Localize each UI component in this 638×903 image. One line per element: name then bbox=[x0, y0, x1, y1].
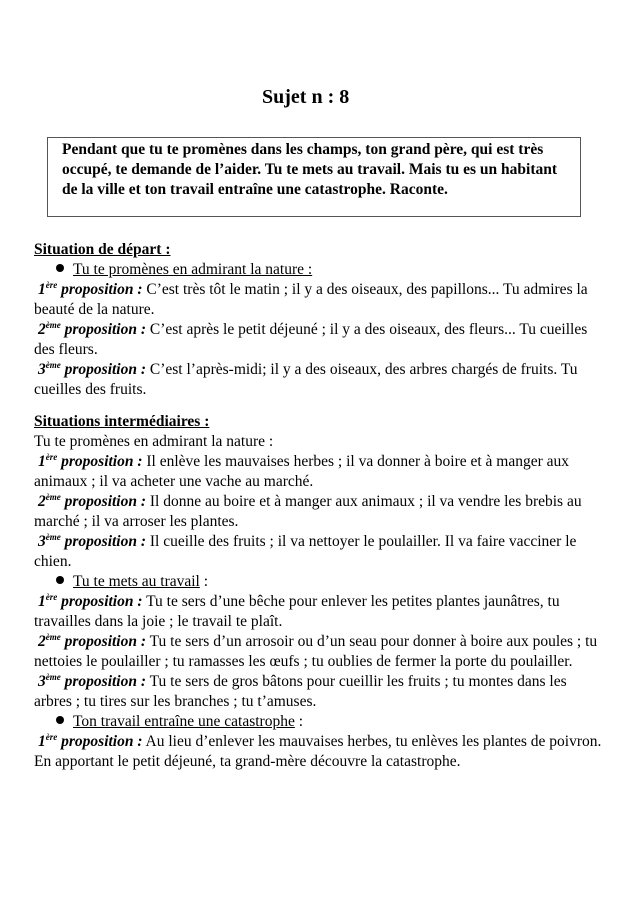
proposition bbox=[34, 732, 602, 772]
proposition bbox=[34, 592, 602, 632]
proposition-number: 1 bbox=[38, 281, 46, 298]
page-title: Sujet n : 8 bbox=[262, 86, 350, 108]
proposition-word: proposition : bbox=[60, 673, 147, 690]
proposition bbox=[34, 672, 602, 712]
proposition-word: proposition : bbox=[57, 593, 143, 610]
proposition-ordinal: ère bbox=[45, 592, 58, 602]
proposition-word: proposition : bbox=[60, 633, 147, 650]
proposition-number: 2 bbox=[38, 633, 46, 650]
proposition bbox=[34, 280, 602, 320]
proposition-text: C’est très tôt le matin ; il y a des oiseaux, des papillons... Tu admires la beauté de la nature. bbox=[34, 281, 588, 318]
bullet-dot-icon bbox=[56, 716, 64, 724]
proposition-ordinal: ème bbox=[45, 360, 61, 370]
inter-intro: Tu te promènes en admirant la nature : bbox=[34, 433, 274, 450]
bullet-dot-icon bbox=[56, 576, 64, 584]
content bbox=[34, 240, 602, 772]
proposition-ordinal: ère bbox=[45, 452, 58, 462]
bullet-catastrophe bbox=[34, 712, 602, 732]
bullet-depart bbox=[34, 260, 602, 280]
proposition-label bbox=[38, 533, 146, 550]
proposition-number: 3 bbox=[38, 533, 46, 550]
inter-props3 bbox=[34, 732, 602, 772]
proposition bbox=[34, 492, 602, 532]
proposition-label bbox=[38, 733, 143, 750]
proposition-label bbox=[38, 633, 146, 650]
proposition-text: Il enlève les mauvaises herbes ; il va donner à boire et à manger aux animaux ; il va acheter une vache au marché. bbox=[34, 453, 570, 490]
proposition-word: proposition : bbox=[57, 281, 143, 298]
proposition-ordinal: ème bbox=[45, 532, 61, 542]
bullet-label: Ton travail entraîne une catastrophe bbox=[73, 713, 295, 730]
proposition-text: Au lieu d’enlever les mauvaises herbes, tu enlèves les plantes de poivron. En apportant le petit déjeuné, ta grand-mère découvre la catastrophe. bbox=[34, 733, 602, 770]
proposition-word: proposition : bbox=[57, 453, 143, 470]
proposition bbox=[34, 452, 602, 492]
proposition-word: proposition : bbox=[60, 533, 147, 550]
proposition-word: proposition : bbox=[60, 493, 147, 510]
proposition-ordinal: ère bbox=[45, 732, 58, 742]
bullet-suffix: : bbox=[294, 713, 304, 730]
bullet-label: Tu te mets au travail bbox=[73, 573, 200, 590]
proposition-label bbox=[38, 593, 143, 610]
bullet-label: Tu te promènes en admirant la nature : bbox=[73, 261, 313, 278]
proposition-word: proposition : bbox=[60, 321, 147, 338]
proposition-label bbox=[38, 673, 146, 690]
proposition-label bbox=[38, 281, 143, 298]
proposition-text: Tu te sers d’un arrosoir ou d’un seau pour donner à boire aux poules ; tu nettoies le poulailler ; tu ramasses les œufs ; tu oublies de fermer la porte du poulailler. bbox=[34, 633, 598, 670]
proposition-label bbox=[38, 361, 146, 378]
proposition-number: 1 bbox=[38, 593, 46, 610]
proposition-number: 3 bbox=[38, 673, 46, 690]
prompt-box: Pendant que tu te promènes dans les champs, ton grand père, qui est très occupé, te demande de l’aider. Tu te mets au travail. Mais tu es un habitant de la ville et ton travail entraîne une catastrophe. Raconte. bbox=[47, 137, 581, 217]
proposition-ordinal: ème bbox=[45, 672, 61, 682]
proposition-number: 3 bbox=[38, 361, 46, 378]
proposition-number: 1 bbox=[38, 733, 46, 750]
bullet-suffix: : bbox=[199, 573, 209, 590]
inter-props2 bbox=[34, 592, 602, 712]
proposition-text: Tu te sers d’une bêche pour enlever les petites plantes jaunâtres, tu travailles dans la joie ; le travail te plaît. bbox=[34, 593, 560, 630]
depart-props bbox=[34, 280, 602, 400]
proposition-word: proposition : bbox=[57, 733, 143, 750]
proposition-ordinal: ère bbox=[45, 280, 58, 290]
inter-props1 bbox=[34, 452, 602, 572]
proposition bbox=[34, 632, 602, 672]
proposition-ordinal: ème bbox=[45, 632, 61, 642]
proposition bbox=[34, 532, 602, 572]
bullet-dot-icon bbox=[56, 264, 64, 272]
proposition-label bbox=[38, 453, 143, 470]
proposition-text: C’est l’après-midi; il y a des oiseaux, des arbres chargés de fruits. Tu cueilles des fruits. bbox=[34, 361, 578, 398]
proposition-ordinal: ème bbox=[45, 320, 61, 330]
proposition-label bbox=[38, 321, 146, 338]
proposition bbox=[34, 320, 602, 360]
heading-inter: Situations intermédiaires : bbox=[34, 413, 210, 430]
proposition-word: proposition : bbox=[60, 361, 147, 378]
proposition-text: Il donne au boire et à manger aux animaux ; il va vendre les brebis au marché ; il va arroser les plantes. bbox=[34, 493, 582, 530]
proposition-number: 2 bbox=[38, 321, 46, 338]
proposition-text: Il cueille des fruits ; il va nettoyer le poulailler. Il va faire vacciner le chien. bbox=[34, 533, 577, 570]
proposition-number: 2 bbox=[38, 493, 46, 510]
proposition bbox=[34, 360, 602, 400]
proposition-number: 1 bbox=[38, 453, 46, 470]
proposition-ordinal: ème bbox=[45, 492, 61, 502]
proposition-text: Tu te sers de gros bâtons pour cueillir les fruits ; tu montes dans les arbres ; tu tires sur les branches ; tu t’amuses. bbox=[34, 673, 567, 710]
bullet-travail bbox=[34, 572, 602, 592]
proposition-text: C’est après le petit déjeuné ; il y a des oiseaux, des fleurs... Tu cueilles des fleurs. bbox=[34, 321, 588, 358]
proposition-label bbox=[38, 493, 146, 510]
heading-depart: Situation de départ : bbox=[34, 241, 171, 258]
